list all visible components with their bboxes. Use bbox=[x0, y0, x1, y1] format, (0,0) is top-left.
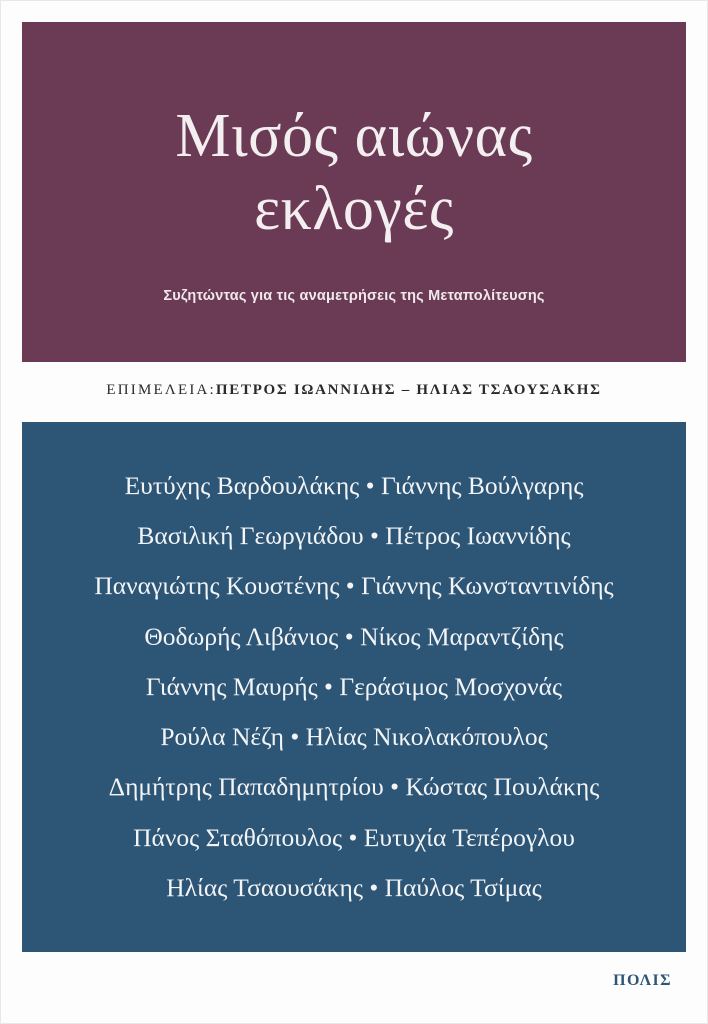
author-line: Παναγιώτης Κουστένης • Γιάννης Κωνσταντινίδης bbox=[94, 571, 614, 601]
book-subtitle: Συζητώντας για τις αναμετρήσεις της Μεταπολίτευσης bbox=[163, 288, 545, 305]
editors-label: ΕΠΙΜΕΛΕΙΑ: bbox=[106, 382, 216, 398]
title-panel bbox=[22, 22, 686, 362]
editors-names: ΠΕΤΡΟΣ ΙΩΑΝΝΙΔΗΣ – ΗΛΙΑΣ ΤΣΑΟΥΣΑΚΗΣ bbox=[215, 382, 602, 398]
author-line: Πάνος Σταθόπουλος • Ευτυχία Τεπέρογλου bbox=[133, 822, 575, 852]
author-line: Θοδωρής Λιβάνιος • Νίκος Μαραντζίδης bbox=[144, 621, 564, 651]
editors-credit bbox=[0, 382, 708, 399]
author-line: Γιάννης Μαυρής • Γεράσιμος Μοσχονάς bbox=[145, 671, 563, 701]
author-line: Δημήτρης Παπαδημητρίου • Κώστας Πουλάκης bbox=[108, 772, 600, 802]
authors-panel bbox=[22, 422, 686, 952]
author-line: Βασιλική Γεωργιάδου • Πέτρος Ιωαννίδης bbox=[137, 521, 571, 551]
book-title-line-2: εκλογές bbox=[254, 175, 454, 244]
author-line: Ηλίας Τσαουσάκης • Παύλος Τσίμας bbox=[166, 872, 542, 902]
publisher-logo: ΠΟΛΙΣ bbox=[613, 972, 672, 989]
book-title-line-1: Μισός αιώνας bbox=[175, 102, 533, 170]
author-line: Ρούλα Νέζη • Ηλίας Νικολακόπουλος bbox=[160, 722, 548, 752]
author-line: Ευτύχης Βαρδουλάκης • Γιάννης Βούλγαρης bbox=[124, 470, 584, 500]
